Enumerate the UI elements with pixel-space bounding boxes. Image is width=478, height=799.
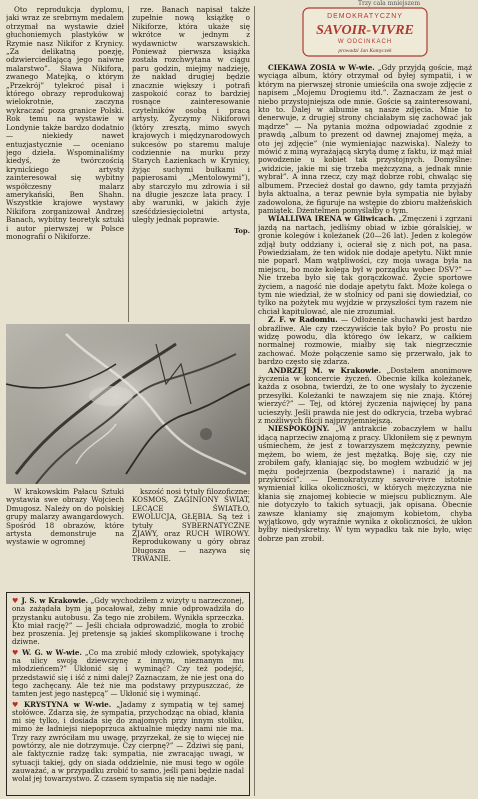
letter-text: „Co ma zrobić młody człowiek, spotykający na ulicy swoją dziewczynę z innym, nieznanym mu młodzieńcem?” Ukłonić się i wyminąć? Czy też podejść, przedstawić się i iść z nimi dalej? Zaznaczam, że nie jest ona do tego zachęcany. Ale też nie ma podstawy przypuszczać, że tamten jest jego następcą” — Ukłonić się i wyminąć. [12, 647, 244, 699]
letter-item [12, 701, 244, 784]
letter-item [12, 649, 244, 699]
heart-icon: ♥ [12, 648, 20, 657]
header-strip: Trzy cala mniejszem [357, 0, 421, 7]
column-divider [254, 6, 255, 796]
letter-author: KRYSTYNA w W-wie. [24, 699, 112, 709]
advice-item [258, 64, 472, 215]
advice-author: Z. F. w Radomiu. [268, 315, 338, 325]
savoir-vivre-column [258, 6, 472, 796]
advice-author: NIESPOKOJNY. [268, 424, 330, 434]
advice-author: ANDRZEJ M. w Krakowie. [268, 365, 382, 375]
advice-text: „Zmęczeni i zgrzani jazdą na nartach, jedliśmy obiad w izbie góralskiej, w gronie kolegów i koleżanek (20—26 lat). Jeden z kolegów zdjął buty oddziany i, ocierał się z nich pot, na pasa. Powiedziałam, że ten widok nie dodaje apetytu. Nikt mnie nie poparł. Mam wątpliwości, czy moja uwaga była na miejscu, bo może kolega był w porządku wobec DSV?” — Nie trzeba było się tak gorączkować. Życie sportowe życiem, a nagość nie dodaje apetytu fakt. Może kolega o tym nie wiedział, że w stolnicy od pani się dowiedział, co tylko na pożytek mu wyjdzie w przyszłości tym razem nie chciał kapitulować, ale nie zrozumiał. [258, 214, 472, 316]
savoir-vivre-logo [301, 6, 429, 58]
advice-item [258, 425, 472, 543]
letter-author: J. S. w Krakowie. [21, 596, 89, 605]
heart-icon: ♥ [12, 597, 19, 605]
painting-reproduction [6, 324, 250, 484]
photo-caption-right [132, 488, 250, 588]
logo-line-3: W ODCINKACH [337, 39, 393, 45]
photo-caption-left [6, 488, 124, 588]
advice-author: WIALLIWA IRENA w Gliwicach. [268, 214, 396, 224]
author-signature: Top. [234, 226, 250, 235]
logo-line-2: SAVOIR-VIVRE [316, 23, 414, 38]
advice-item [258, 367, 472, 426]
letter-author: W. G. w W-wie. [22, 647, 82, 657]
letter-text: „Jadamy z sympatią w tej samej stołówce. Zdarza się, że sympatia, przychodząc na obiad, kłania mi się tylko, i dosiada się do znajomych przy innym stoliku, mimo że ładniejsi niepoprzuca aktualnie między nami nie ma. Trzy razy zwróciłam mu uwagę, przyrzekał, że się to więcej nie powtórzy, ale nie dotrzymuje. Czy cierpnę?” — Zdziwi się pani, ale faktycznie radzę tak: sympatia, nie zwracając uwagi, w sytuacji takiej, gdy on siada oddzielnie, nie musi tego w ogóle zauważać, a w przypadku zrobić to samo, jeśli pani będzie nadal wolał jej towarzystwo. Z czasem sympatia się nie nadaje. [12, 699, 244, 784]
logo-line-1: DEMOKRATYCZNY [327, 13, 403, 20]
article-column-1 [6, 6, 124, 322]
advice-item [258, 316, 472, 366]
advice-text: „Gdy przyjdą goście, mąż wyciąga album, który otrzymał od byłej sympatii, i w którym na pierwszej stronie umieściła ona swoje zdjęcie z napisem „Mojemu Drogiemu itd.”. Zaznaczam że jest o niebo przystojniejsza ode mnie. Goście są zainteresowani, kto to. Dalej w albumie są nasze zdjęcia. Mnie to denerwuje, z drugiej strony chciałabym się zachować jak mądrze” — Na pytania można odpowiadać zgodnie z prawdą „album to prezent od dawnej znajomej męża, a oto jej zdjęcie” (nie wymieniając nazwiska). Należy to mówić z miną wyrażającą skrytą dumę z faktu, iż mąż miał powodzenie u kobiet tak przystojnych. Domyślne: „widzicie, jakie mi się trzeba mężczyzna, a jednak mnie wybrał”. A inna rzecz, czy mąż dobrze robi, chwaląc się albumem. Przecież dostał go dawno, gdy tamta przyjaźń była aktualna, a teraz pewnie była sympatia nie byłaby zadowolona, że figuruje na wstępie do zbioru małżeńskich pamiątek. Dżentelmen pomyślałby o tym. [258, 63, 472, 215]
logo-line-4: prowadzi Jan Kamyczek [338, 48, 392, 54]
article-paragraph: Oto reprodukcja dyplomu, jaki wraz ze srebrnym medalem otrzymał na wystawie dzieł głuchoniemych plastyków w Rzymie nasz Nikifor z Krynicy. „Za delikatną poezję, odzwierciedlającą jego naiwne malarstwo”. Sława Nikifora, zwanego Matejką, o którym „Przekrój” tylekroć pisał i którego obrazy reprodukowaj wielokrotnie, zaczyna wykraczać poza granice Polski. Rok temu na wystawie w Londynie także bardzo dodatnio — niekiedy nawet entuzjastycznie — oceniano jego dzieła. Wspominaliśmy kiedyś, że twórczością krynickiego artysty zainteresował się wybitny współczesny malarz amerykański, Ben Shahn. Wszystkie krajowe wystawy Nikifora zorganizował Andrzej Banach, wybitny teoretyk sztuki i autor pierwszej w Polsce monografii o Nikiforze. [6, 6, 124, 241]
abstract-painting-image [6, 324, 250, 484]
advice-text: — Odłożenie słuchawki jest bardzo obraźliwe. Ale czy rzeczywiście tak było? Po prostu nie widzę powodu, dla którego ów lekarz, w całkiem normalnej rozmowie, miałby się tak niegrzecznie zachować. Może połączenie samo się przerwało, jak to bardzo często się zdarza. [258, 315, 472, 367]
column-divider [128, 6, 129, 322]
letters-box [6, 592, 250, 796]
caption-text: kszość nosi tytuły filozoficzne: KOSMOS, ZAGINIONY ŚWIAT, LECĄCE ŚWIATŁO, EWOLUCJA, GŁĘBIA. Są też i tytuły SYBERNATYCZNE ZJAWY, oraz RUCH WIROWY. Reprodukowany u góry obraz Długosza — nazywa się TRWANIE. [132, 488, 250, 564]
advice-author: CIEKAWA ZOSIA w W-wie. [268, 63, 375, 72]
article-paragraph: rze. Banach napisał także zupełnie nową książkę o Nikiforze, która ukaże się wkrótce w jednym z wydawnictw warszawskich. Ponieważ pierwsza książka została rozchwytana w ciągu paru godzin, miejmy nadzieję, że nakład drugiej będzie znacznie większy i potrafi zaspokoić coraz to bardziej rosnące zainteresowanie czytelników osobą i pracą artysty. Życzymy Nikiforowi (który zresztą, mimo swych krajowych i międzynarodowych sukcesów po staremu maluje codziennie na murku przy Starych Łazienkach w Krynicy, żyjąc suchymi bułkami i papierosami „Mentolowymi”), aby starczyło mu zdrowia i sił na długie jeszcze lata pracy. I aby warunki, w jakich żyje sześćdziesięcioletni artysta, uległy jednak poprawie. [132, 6, 250, 225]
advice-text: „Dostałem anonimowe życzenia w koncercie życzeń. Obecnie kilka koleżanek, każda z osobna, twierdzi, że to one wysłały to życzenie przesyłki. Koleżanki te nawzajem się nie znają. Której wierzyć?” — Tej, od której życzenia najwięcej by pana ucieszyły. Jeśli prawda nie jest do odkrycia, trzeba wybrać z możliwych fikcji najprzyjemniejszą. [258, 365, 472, 426]
logo-banner-icon [301, 6, 429, 58]
letter-text: „Gdy wychodziłem z wizyty u narzeczonej, ona zażądała bym ją pocałował, żeby mnie odprowadziła do przystanku autobusu. Za tego nie zrobiłem. Wynikła sprzeczka. Kto miał rację?” — Jeśli chciała odprowadzić, mogła to zrobić bez proszenia. Jej pretensje są jakieś skomplikowane i trochę dziwne. [12, 596, 245, 647]
caption-text: W krakowskim Pałacu Sztuki wystawia swe obrazy Wojciech Dmugosz. Należy on do polskiej grupy malarzy awangardowych. Spośród 18 obrazów, które artysta demonstruje na wystawie w ogromnej [6, 488, 124, 547]
article-column-2 [132, 6, 250, 322]
advice-text: „W antrakcie zobaczyłem w hallu idącą naprzeciw znajomą z pracy. Ukłoniłem się z pewnym uśmiechem, że jest z towarzyszem mężczyzny, pewnie mężem, bo wiem, że jest mężatką. Boję się, czy nie zrobiłem gafy, kłaniając się, bo mogłem wzbudzić w jej mężu podejrzenia (bezpodstawne) i narazić ją na przykrości”. — Demokratyczny savoir-vivre istotnie wymieniał kilka okoliczności, w których mężczyzna nie kłania się znajomej kobiecie w miejscu publicznym. Ale nie dotyczyło to takich sytuacji, jak opisana. Obecnie zawsze kłaniamy się znajomym kobietom, chyba wyjątkowo, gdy wyraźnie wynika z okoliczności, że ukłon byłby niedyskretny. W tym wypadku tak nie było, więc dobrze pan zrobił. [258, 424, 472, 543]
letter-item [12, 597, 244, 647]
heart-icon: ♥ [12, 700, 22, 709]
advice-item [258, 215, 472, 316]
